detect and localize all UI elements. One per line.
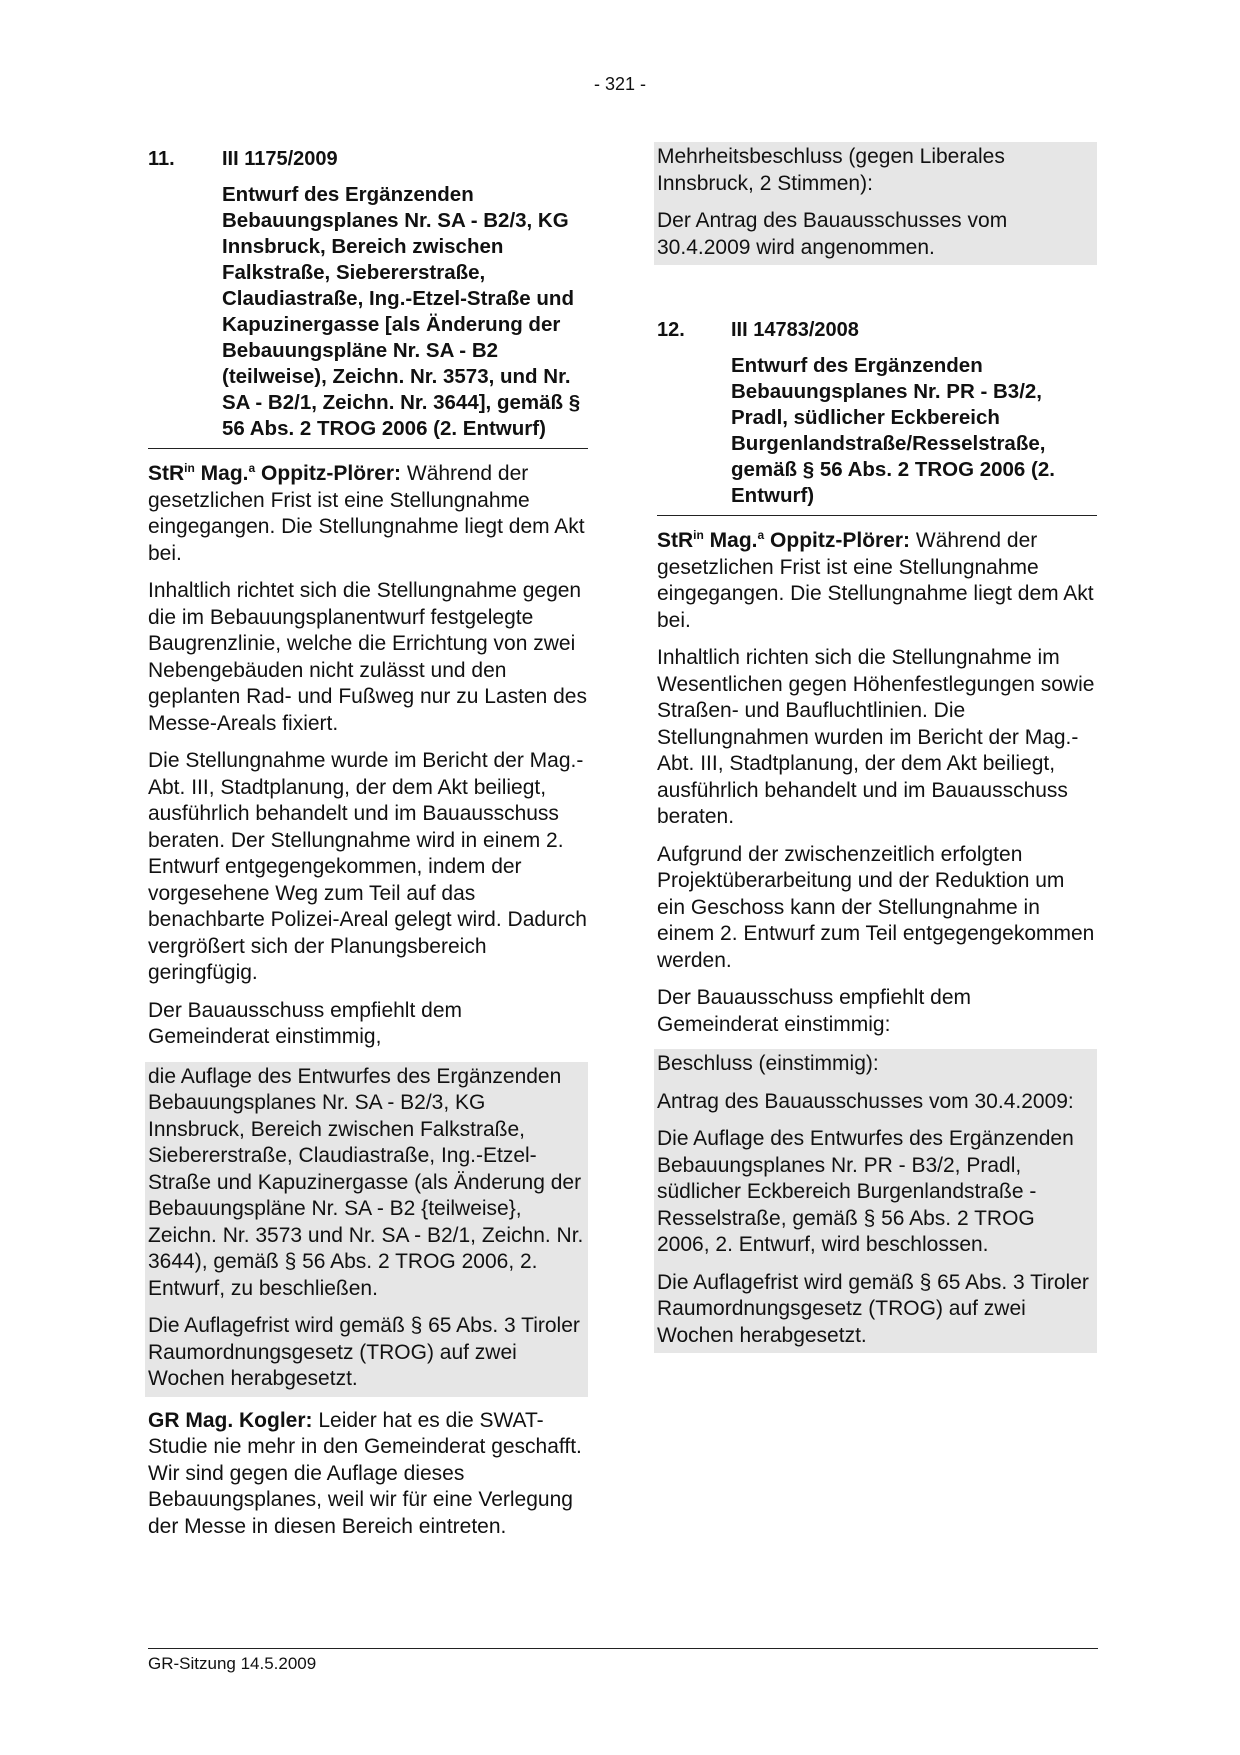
item-12-title: Entwurf des Ergänzenden Bebauungsplanes Nr. PR - B3/2, Pradl, südlicher Eckbereich Burgenlandstraße/Resselstraße, gemäß § 56 Abs. 2 TROG 2006 (2. Entwurf) — [731, 354, 1055, 507]
resolution-block — [145, 1062, 588, 1397]
item-number: 11. — [148, 148, 175, 170]
resolution-text: Antrag des Bauausschusses vom 30.4.2009: — [657, 1089, 1074, 1113]
resolution-text: Die Auflage des Entwurfes des Ergänzenden Bebauungsplanes Nr. PR - B3/2, Pradl, südlicher Eckbereich Burgenlandstraße - Resselstraße, gemäß § 56 Abs. 2 TROG 2006, 2. Entwurf, wird beschlossen. — [657, 1127, 1074, 1256]
vote-result: Mehrheitsbeschluss (gegen Liberales Innsbruck, 2 Stimmen): — [657, 145, 1005, 195]
item-11-title: Entwurf des Ergänzenden Bebauungsplanes Nr. SA - B2/3, KG Innsbruck, Bereich zwischen Falkstraße, Siebererstraße, Claudiastraße, Ing.-Etzel-Straße und Kapuzinergasse [als Änderung der Bebauungspläne Nr. SA - B2 (teilweise), Zeichn. Nr. 3573, und Nr. SA - B2/1, Zeichn. Nr. 3644], gemäß § 56 Abs. 2 TROG 2006 (2. Entwurf) — [222, 183, 581, 440]
divider — [148, 448, 588, 449]
body-paragraph: Der Bauausschuss empfiehlt dem Gemeinderat einstimmig: — [657, 986, 971, 1036]
resolution-block — [654, 1049, 1097, 1353]
item-11-header — [148, 146, 588, 172]
resolution-label: Beschluss (einstimmig): — [657, 1052, 879, 1075]
speaker-name: StR$^{in}$ Mag.$^a$ Oppitz-Plörer: — [657, 528, 911, 552]
body-paragraph: Inhaltlich richtet sich die Stellungnahme gegen die im Bebauungsplanentwurf festgelegte Baugrenzlinie, welche die Errichtung von zwei Nebengebäuden nicht zulässt und den geplanten Rad- und Fußweg nur zu Lasten des Messe-Areals fixiert. — [148, 579, 587, 735]
item-reference: III 14783/2008 — [731, 319, 859, 341]
vote-result-block — [654, 142, 1097, 265]
speaker-name: GR Mag. Kogler: — [148, 1408, 313, 1432]
body-paragraph: Aufgrund der zwischenzeitlich erfolgten Projektüberarbeitung und der Reduktion um ein Geschoss kann der Stellungnahme in einem 2. Entwurf zum Teil entgegengekommen werden. — [657, 842, 1095, 972]
statement-paragraph: StR$^{in}$ Mag.$^a$ Oppitz-Plörer: Während der gesetzlichen Frist ist eine Stellungnahme eingegangen. Die Stellungnahme liegt dem Akt bei. — [148, 461, 585, 565]
item-number: 12. — [657, 319, 685, 341]
resolution-text: Die Auflagefrist wird gemäß § 65 Abs. 3 Tiroler Raumordnungsgesetz (TROG) auf zwei Wochen herabgesetzt. — [148, 1314, 580, 1390]
page-number: - 321 - — [593, 74, 647, 94]
item-reference: III 1175/2009 — [222, 148, 338, 170]
footer-text: GR-Sitzung 14.5.2009 — [148, 1654, 317, 1673]
body-paragraph: Die Stellungnahme wurde im Bericht der Mag.-Abt. III, Stadtplanung, der dem Akt beiliegt, ausführlich behandelt und im Bauausschuss beraten. Der Stellungnahme wird in einem 2. Entwurf entgegengekommen, indem der vorgesehene Weg zum Teil auf das benachbarte Polizei-Areal gelegt wird. Dadurch vergrößert sich der Planungsbereich geringfügig. — [148, 749, 587, 984]
statement-paragraph: StR$^{in}$ Mag.$^a$ Oppitz-Plörer: Während der gesetzlichen Frist ist eine Stellungnahme eingegangen. Die Stellungnahme liegt dem Akt bei. — [657, 528, 1094, 632]
speaker-name: StR$^{in}$ Mag.$^a$ Oppitz-Plörer: — [148, 461, 402, 485]
statement-paragraph: GR Mag. Kogler: Leider hat es die SWAT-Studie nie mehr in den Gemeinderat geschafft. Wir sind gegen die Auflage dieses Bebauungsplanes, weil wir für eine Verlegung der Messe in diesen Bereich eintreten. — [148, 1408, 582, 1538]
divider — [657, 515, 1097, 516]
body-paragraph: Inhaltlich richten sich die Stellungnahme im Wesentlichen gegen Höhenfestlegungen sowie Straßen- und Baufluchtlinien. Die Stellungnahmen wurden im Bericht der Mag.-Abt. III, Stadtplanung, der dem Akt beiliegt, ausführlich behandelt und im Bauausschuss beraten. — [657, 646, 1095, 828]
right-column — [657, 146, 1097, 1353]
resolution-text: die Auflage des Entwurfes des Ergänzenden Bebauungsplanes Nr. SA - B2/3, KG Innsbruck, Bereich zwischen Falkstraße, Siebererstraße, Claudiastraße, Ing.-Etzel-Straße und Kapuzinergasse (als Änderung der Bebauungspläne Nr. SA - B2 {teilweise}, Zeichn. Nr. 3573 und Nr. SA - B2/1, Zeichn. Nr. 3644), gemäß § 56 Abs. 2 TROG 2006, 2. Entwurf, zu beschließen. — [148, 1064, 584, 1300]
resolution-text: Die Auflagefrist wird gemäß § 65 Abs. 3 Tiroler Raumordnungsgesetz (TROG) auf zwei Wochen herabgesetzt. — [657, 1270, 1089, 1347]
vote-decision: Der Antrag des Bauausschusses vom 30.4.2009 wird angenommen. — [657, 209, 1008, 259]
left-column — [148, 146, 588, 1551]
footer-divider — [148, 1648, 1098, 1649]
body-paragraph: Der Bauausschuss empfiehlt dem Gemeinderat einstimmig, — [148, 998, 462, 1048]
item-12-header — [657, 317, 1097, 343]
